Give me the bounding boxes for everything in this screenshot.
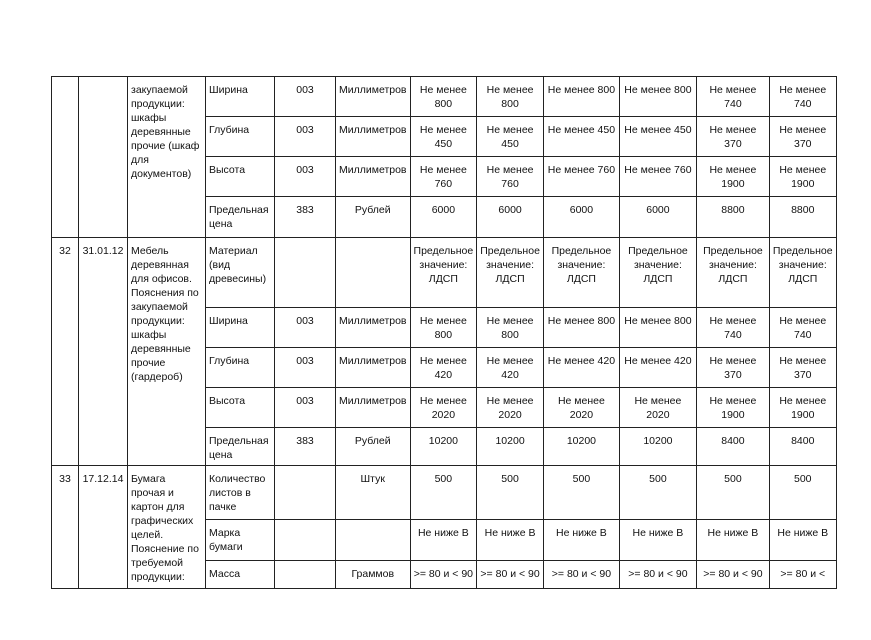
value-cell: 500 xyxy=(619,466,696,520)
value-cell: Не менее 420 xyxy=(477,348,544,388)
unit-cell: Миллиметров xyxy=(336,77,411,117)
value-cell: 8400 xyxy=(696,428,769,466)
value-cell: >= 80 и < xyxy=(769,561,836,589)
characteristic-label: Ширина xyxy=(206,308,275,348)
row-number-cell: 32 xyxy=(52,238,79,466)
value-cell: Не менее 740 xyxy=(769,77,836,117)
value-cell: Не менее 450 xyxy=(410,117,477,157)
value-cell: Не ниже В xyxy=(619,520,696,561)
characteristic-label: Глубина xyxy=(206,117,275,157)
value-cell: Не менее 800 xyxy=(410,308,477,348)
value-cell: Не менее 800 xyxy=(410,77,477,117)
table-row xyxy=(52,238,837,308)
value-cell: Не менее 800 xyxy=(619,308,696,348)
okei-code-cell: 003 xyxy=(275,117,336,157)
value-cell: >= 80 и < 90 xyxy=(543,561,619,589)
value-cell: Не менее 420 xyxy=(619,348,696,388)
value-cell: Предельное значение: ЛДСП xyxy=(769,238,836,308)
unit-cell: Рублей xyxy=(336,197,411,238)
value-cell: >= 80 и < 90 xyxy=(477,561,544,589)
okei-code-cell xyxy=(275,238,336,308)
value-cell: Не менее 2020 xyxy=(619,388,696,428)
value-cell: Не ниже В xyxy=(410,520,477,561)
row-number-cell xyxy=(52,77,79,238)
characteristic-label: Высота xyxy=(206,157,275,197)
unit-cell: Миллиметров xyxy=(336,157,411,197)
value-cell: Не менее 800 xyxy=(477,308,544,348)
table-row xyxy=(52,466,837,520)
value-cell: Не менее 1900 xyxy=(769,157,836,197)
value-cell: Не ниже В xyxy=(477,520,544,561)
value-cell: 6000 xyxy=(410,197,477,238)
product-name-cell: закупаемой продукции: шкафы деревянные прочие (шкаф для документов) xyxy=(128,77,206,238)
value-cell: >= 80 и < 90 xyxy=(619,561,696,589)
value-cell: Не менее 420 xyxy=(543,348,619,388)
value-cell: 6000 xyxy=(543,197,619,238)
value-cell: Не ниже В xyxy=(769,520,836,561)
value-cell: Предельное значение: ЛДСП xyxy=(410,238,477,308)
value-cell: 8800 xyxy=(696,197,769,238)
value-cell: 500 xyxy=(543,466,619,520)
value-cell: Предельное значение: ЛДСП xyxy=(543,238,619,308)
value-cell: Не менее 800 xyxy=(477,77,544,117)
okei-code-cell: 003 xyxy=(275,348,336,388)
okei-code-cell: 003 xyxy=(275,77,336,117)
characteristic-label: Высота xyxy=(206,388,275,428)
value-cell: 10200 xyxy=(619,428,696,466)
value-cell: Не менее 420 xyxy=(410,348,477,388)
okei-code-cell: 003 xyxy=(275,157,336,197)
value-cell: Не менее 800 xyxy=(543,308,619,348)
value-cell: Не менее 2020 xyxy=(410,388,477,428)
value-cell: >= 80 и < 90 xyxy=(410,561,477,589)
value-cell: Не менее 2020 xyxy=(477,388,544,428)
unit-cell: Граммов xyxy=(336,561,411,589)
value-cell: Не менее 740 xyxy=(696,308,769,348)
value-cell: 500 xyxy=(769,466,836,520)
value-cell: Не менее 760 xyxy=(619,157,696,197)
value-cell: Не менее 1900 xyxy=(696,388,769,428)
value-cell: Не менее 740 xyxy=(769,308,836,348)
value-cell: Не менее 370 xyxy=(769,117,836,157)
value-cell: 6000 xyxy=(477,197,544,238)
requirements-table xyxy=(51,76,837,589)
characteristic-label: Масса xyxy=(206,561,275,589)
value-cell: 500 xyxy=(696,466,769,520)
unit-cell: Миллиметров xyxy=(336,308,411,348)
characteristic-label: Материал (вид древесины) xyxy=(206,238,275,308)
value-cell: Не менее 450 xyxy=(543,117,619,157)
product-name-cell: Бумага прочая и картон для графических целей. Пояснение по требуемой продукции: xyxy=(128,466,206,589)
value-cell: Не менее 800 xyxy=(619,77,696,117)
unit-cell: Штук xyxy=(336,466,411,520)
value-cell: Не менее 1900 xyxy=(696,157,769,197)
okei-code-cell: 383 xyxy=(275,197,336,238)
characteristic-label: Глубина xyxy=(206,348,275,388)
value-cell: 8800 xyxy=(769,197,836,238)
okpd-code-cell: 17.12.14 xyxy=(79,466,128,589)
product-name-cell: Мебель деревянная для офисов. Пояснения по закупаемой продукции: шкафы деревянные прочие (гардероб) xyxy=(128,238,206,466)
okei-code-cell xyxy=(275,561,336,589)
characteristic-label: Предельная цена xyxy=(206,197,275,238)
value-cell: 6000 xyxy=(619,197,696,238)
unit-cell: Миллиметров xyxy=(336,348,411,388)
value-cell: 10200 xyxy=(477,428,544,466)
value-cell: Не менее 800 xyxy=(543,77,619,117)
okei-code-cell xyxy=(275,520,336,561)
value-cell: 10200 xyxy=(543,428,619,466)
value-cell: Не менее 760 xyxy=(410,157,477,197)
value-cell: Не менее 760 xyxy=(543,157,619,197)
value-cell: Предельное значение: ЛДСП xyxy=(477,238,544,308)
value-cell: 500 xyxy=(410,466,477,520)
value-cell: Не менее 1900 xyxy=(769,388,836,428)
unit-cell: Миллиметров xyxy=(336,117,411,157)
value-cell: Не менее 450 xyxy=(477,117,544,157)
row-number-cell: 33 xyxy=(52,466,79,589)
okei-code-cell xyxy=(275,466,336,520)
value-cell: 500 xyxy=(477,466,544,520)
unit-cell xyxy=(336,238,411,308)
value-cell: 8400 xyxy=(769,428,836,466)
value-cell: Предельное значение: ЛДСП xyxy=(619,238,696,308)
value-cell: Предельное значение: ЛДСП xyxy=(696,238,769,308)
okpd-code-cell: 31.01.12 xyxy=(79,238,128,466)
value-cell: Не менее 740 xyxy=(696,77,769,117)
value-cell: Не менее 370 xyxy=(696,117,769,157)
characteristic-label: Предельная цена xyxy=(206,428,275,466)
unit-cell: Миллиметров xyxy=(336,388,411,428)
value-cell: Не менее 370 xyxy=(769,348,836,388)
value-cell: Не ниже В xyxy=(543,520,619,561)
value-cell: 10200 xyxy=(410,428,477,466)
value-cell: Не менее 2020 xyxy=(543,388,619,428)
unit-cell xyxy=(336,520,411,561)
value-cell: >= 80 и < 90 xyxy=(696,561,769,589)
value-cell: Не ниже В xyxy=(696,520,769,561)
value-cell: Не менее 450 xyxy=(619,117,696,157)
table-row xyxy=(52,77,837,117)
okei-code-cell: 383 xyxy=(275,428,336,466)
okei-code-cell: 003 xyxy=(275,308,336,348)
value-cell: Не менее 370 xyxy=(696,348,769,388)
characteristic-label: Ширина xyxy=(206,77,275,117)
okpd-code-cell xyxy=(79,77,128,238)
characteristic-label: Количество листов в пачке xyxy=(206,466,275,520)
unit-cell: Рублей xyxy=(336,428,411,466)
value-cell: Не менее 760 xyxy=(477,157,544,197)
characteristic-label: Марка бумаги xyxy=(206,520,275,561)
okei-code-cell: 003 xyxy=(275,388,336,428)
